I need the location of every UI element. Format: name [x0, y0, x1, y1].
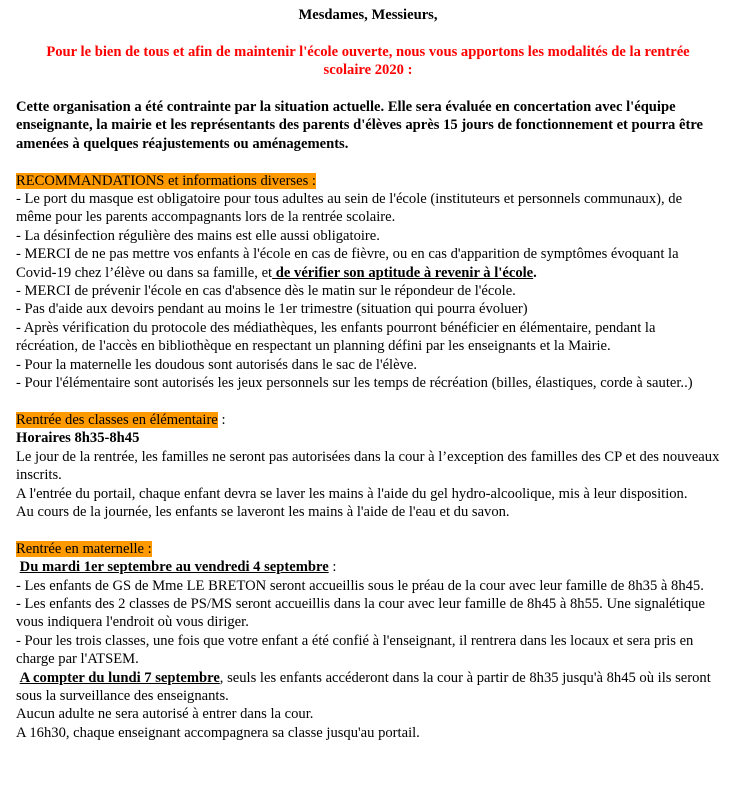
recommandation-bibliotheque: - Après vérification du protocole des médiathèques, les enfants pourront bénéficier en élémentaire, pendant la récréation, de l'accès en bibliothèque en respectant un planning défini par les enseignants et la Mairie.	[16, 319, 656, 355]
recommandation-fievre-emphasis: de vérifier son aptitude à revenir à l'école	[272, 264, 534, 281]
recommandation-jeux: - Pour l'élémentaire sont autorisés les jeux personnels sur les temps de récréation (billes, élastiques, corde à sauter..)	[16, 375, 693, 392]
maternelle-gs: - Les enfants de GS de Mme LE BRETON seront accueillis sous le préau de la cour avec leur famille de 8h35 à 8h45.	[16, 577, 704, 594]
elementaire-heading-suffix: :	[217, 411, 226, 428]
elementaire-portail: A l'entrée du portail, chaque enfant devra se laver les mains à l'aide du gel hydro-alcoolique, mis à leur disposition.	[16, 485, 688, 502]
elementaire-familles: Le jour de la rentrée, les familles ne seront pas autorisées dans la cour à l’exception des familles des CP et des nouveaux inscrits.	[16, 448, 720, 484]
maternelle-no-adult: Aucun adulte ne sera autorisé à entrer dans la cour.	[16, 706, 314, 723]
recommandation-fievre-end: .	[533, 264, 537, 281]
recommandation-doudous: - Pour la maternelle les doudous sont autorisés dans le sac de l'élève.	[16, 356, 418, 373]
salutation: Mesdames, Messieurs,	[298, 7, 438, 23]
maternelle-period2	[16, 669, 720, 706]
recommandation-absence: - MERCI de prévenir l'école en cas d'absence dès le matin sur le répondeur de l'école.	[16, 283, 516, 300]
recommandations-heading-text: RECOMMANDATIONS et informations diverses :	[16, 172, 316, 189]
recommandation-fievre-text: - MERCI de ne pas mettre vos enfants à l'école en cas de fièvre, ou en cas d'apparition de symptômes évoquant la Covid-19 chez l’élève ou dans sa famille, et	[16, 246, 679, 281]
organisation-paragraph: Cette organisation a été contrainte par la situation actuelle. Elle sera évaluée en concertation avec l'équipe enseignante, la mairie et les représentants des parents d'élèves après 15 jours de fonctionnement et pourra être amenées à quelques réajustements ou aménagements.	[16, 99, 704, 152]
maternelle-psms: - Les enfants des 2 classes de PS/MS seront accueillis dans la cour avec leur famille de 8h45 à 8h55. Une signalétique vous indiquera l'endroit où vous diriger.	[16, 595, 705, 631]
elementaire-horaires: Horaires 8h35-8h45	[16, 430, 140, 447]
maternelle-period1-text: Du mardi 1er septembre au vendredi 4 septembre	[19, 559, 329, 576]
intro-statement: Pour le bien de tous et afin de maintenir l'école ouverte, nous vous apportons les modalités de la rentrée scolaire 2020 :	[46, 43, 690, 79]
maternelle-period2-text: A compter du lundi 7 septembre	[19, 669, 220, 686]
recommandation-mains: - La désinfection régulière des mains est elle aussi obligatoire.	[16, 227, 380, 244]
maternelle-heading	[16, 540, 720, 558]
recommandations-heading	[16, 172, 720, 190]
recommandation-masque: - Le port du masque est obligatoire pour tous adultes au sein de l'école (instituteurs et personnels communaux), de même pour les parents accompagnants lors de la rentrée scolaire.	[16, 191, 683, 226]
elementaire-heading	[16, 411, 720, 429]
maternelle-period1-suffix: :	[328, 559, 337, 576]
elementaire-heading-text: Rentrée des classes en élémentaire	[16, 411, 218, 428]
recommandation-fievre	[16, 245, 720, 282]
recommandation-devoirs: - Pas d'aide aux devoirs pendant au moins le 1er trimestre (situation qui pourra évoluer)	[16, 301, 528, 318]
maternelle-trois-classes: - Pour les trois classes, une fois que votre enfant a été confié à l'enseignant, il rentrera dans les locaux et sera pris en charge par l'ATSEM.	[16, 632, 694, 668]
elementaire-journee: Au cours de la journée, les enfants se laveront les mains à l'aide de l'eau et du savon.	[16, 503, 510, 520]
maternelle-period2-detail: , seuls les enfants accéderont dans la cour à partir de 8h35 jusqu'à 8h45 où ils seront sous la surveillance des enseignants.	[16, 669, 711, 704]
maternelle-period1	[16, 558, 720, 576]
maternelle-pickup: A 16h30, chaque enseignant accompagnera sa classe jusqu'au portail.	[16, 724, 420, 741]
maternelle-heading-text: Rentrée en maternelle :	[16, 540, 152, 557]
